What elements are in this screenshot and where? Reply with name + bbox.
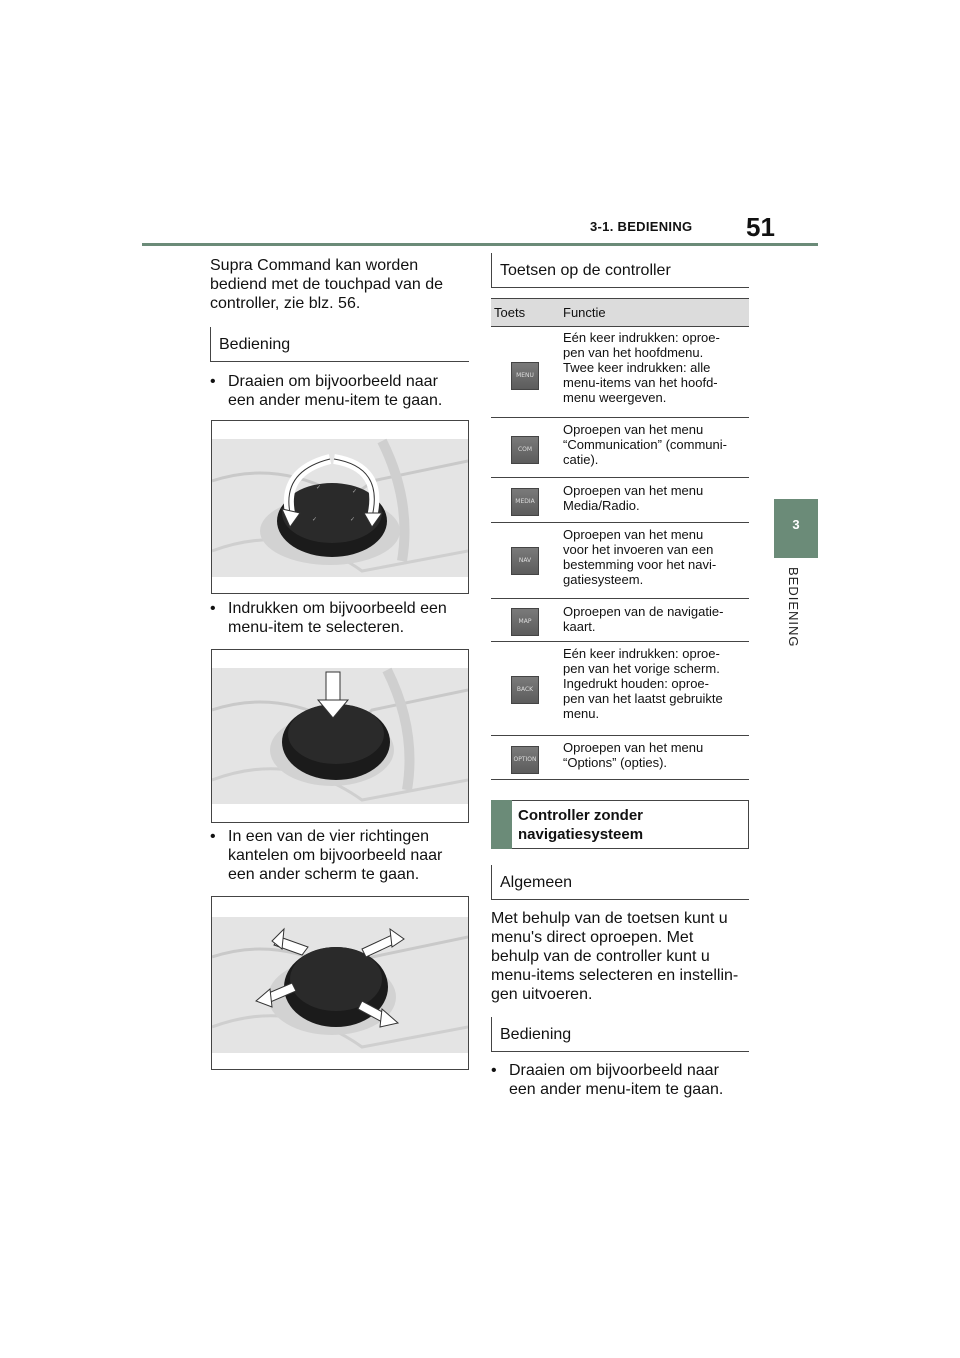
page-number: 51	[746, 212, 775, 242]
com-key-icon: COM	[511, 436, 539, 464]
header-rule	[142, 243, 818, 246]
row-divider	[491, 779, 749, 780]
callout-accent	[491, 800, 512, 849]
heading-bediening-2: Bediening	[491, 1017, 749, 1052]
svg-text:✓: ✓	[352, 489, 358, 495]
section-label: 3-1. BEDIENING	[590, 219, 693, 234]
figure-tilt-controller	[211, 896, 469, 1070]
bullet-rotate-2: • Draaien om bijvoorbeeld naar een ander menu-item te gaan.	[491, 1062, 724, 1098]
table-row: COM Oproepen van het menu “Communication” (communi- catie).	[491, 418, 749, 478]
svg-text:✓: ✓	[316, 485, 322, 491]
svg-text:✓: ✓	[312, 517, 318, 523]
general-paragraph: Met behulp van de toetsen kunt u menu's direct oproepen. Met behulp van de controller kunt u menu-items selecteren en instellin- gen uitvoeren.	[491, 910, 739, 1003]
table-row: BACK Eén keer indrukken: oproe- pen van het vorige scherm. Ingedrukt houden: oproe- pen van het laatst gebruikte menu.	[491, 642, 749, 735]
table-row: OPTION Oproepen van het menu “Options” (opties).	[491, 736, 749, 780]
back-key-icon: BACK	[511, 676, 539, 704]
figure-rotate-controller	[211, 420, 469, 594]
table-row: NAV Oproepen van het menu voor het invoeren van een bestemming voor het navi- gatiesysteem.	[491, 523, 749, 598]
map-key-icon: MAP	[511, 608, 539, 636]
heading-algemeen: Algemeen	[491, 865, 749, 900]
col-header-key: Toets	[494, 305, 526, 320]
media-key-icon: MEDIA	[511, 488, 539, 516]
svg-text:✓: ✓	[350, 517, 356, 523]
bullet-press: • Indrukken om bijvoorbeeld een menu-item te selecteren.	[210, 600, 447, 636]
bullet-tilt: • In een van de vier richtingen kantelen om bijvoorbeeld naar een ander scherm te gaan.	[210, 828, 443, 883]
menu-key-icon: MENU	[511, 362, 539, 390]
col-header-function: Functie	[563, 305, 606, 320]
heading-toetsen: Toetsen op de controller	[491, 253, 749, 288]
figure-press-controller	[211, 649, 469, 823]
table-row: MEDIA Oproepen van het menu Media/Radio.	[491, 478, 749, 522]
table-row: MENU Eén keer indrukken: oproe- pen van het hoofdmenu. Twee keer indrukken: alle menu-items van het hoofd- menu weergeven.	[491, 325, 749, 418]
heading-bediening: Bediening	[210, 327, 469, 362]
option-key-icon: OPTION	[511, 746, 539, 774]
table-row: MAP Oproepen van de navigatie- kaart.	[491, 599, 749, 641]
callout-title: Controller zonder navigatiesysteem	[518, 807, 644, 843]
table-header	[491, 298, 749, 327]
chapter-tab-number: 3	[792, 517, 800, 532]
bullet-rotate: • Draaien om bijvoorbeeld naar een ander menu-item te gaan.	[210, 373, 443, 409]
nav-key-icon: NAV	[511, 547, 539, 575]
intro-paragraph: Supra Command kan worden bediend met de touchpad van de controller, zie blz. 56.	[210, 257, 444, 312]
chapter-tab-label: BEDIENING	[786, 567, 801, 648]
